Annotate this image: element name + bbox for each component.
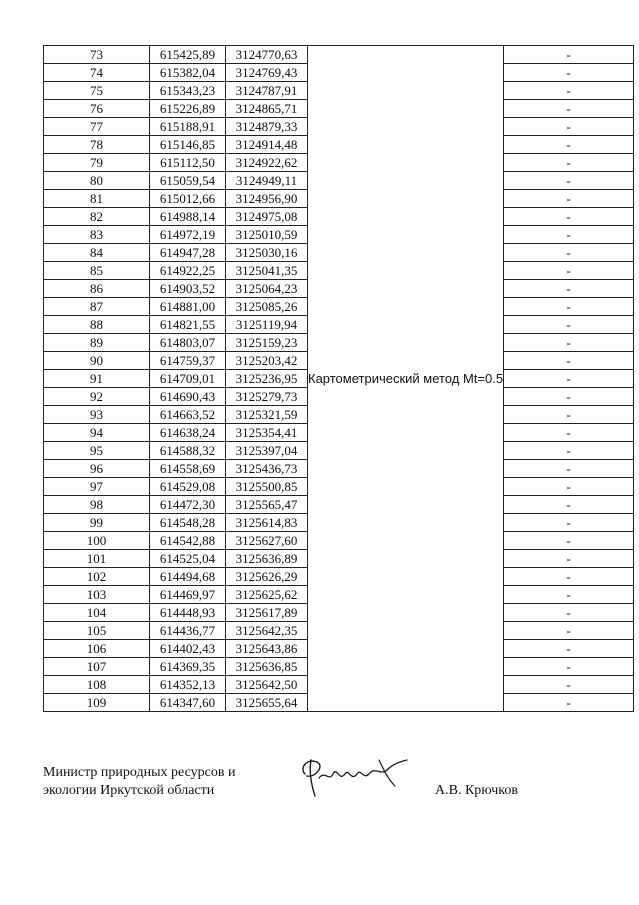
y-coordinate-cell: 3125500,85 [226,478,308,496]
y-coordinate-cell: 3124949,11 [226,172,308,190]
y-coordinate-cell: 3125010,59 [226,226,308,244]
y-coordinate-cell: 3125203,42 [226,352,308,370]
y-coordinate-cell: 3125625,62 [226,586,308,604]
accuracy-cell: - [504,244,634,262]
y-coordinate-cell: 3125236,95 [226,370,308,388]
point-number-cell: 82 [44,208,150,226]
y-coordinate-cell: 3125636,89 [226,550,308,568]
accuracy-cell: - [504,550,634,568]
accuracy-cell: - [504,370,634,388]
point-number-cell: 94 [44,424,150,442]
accuracy-cell: - [504,46,634,64]
point-number-cell: 95 [44,442,150,460]
accuracy-cell: - [504,172,634,190]
x-coordinate-cell: 614922,25 [150,262,226,280]
point-number-cell: 93 [44,406,150,424]
x-coordinate-cell: 614402,43 [150,640,226,658]
accuracy-cell: - [504,136,634,154]
y-coordinate-cell: 3125159,23 [226,334,308,352]
handwritten-signature [295,752,415,804]
y-coordinate-cell: 3125614,83 [226,514,308,532]
x-coordinate-cell: 614352,13 [150,676,226,694]
point-number-cell: 89 [44,334,150,352]
accuracy-cell: - [504,280,634,298]
accuracy-cell: - [504,118,634,136]
x-coordinate-cell: 614542,88 [150,532,226,550]
accuracy-cell: - [504,532,634,550]
point-number-cell: 73 [44,46,150,64]
signatory-name: А.В. Крючков [435,783,518,798]
x-coordinate-cell: 614448,93 [150,604,226,622]
point-number-cell: 108 [44,676,150,694]
point-number-cell: 92 [44,388,150,406]
point-number-cell: 99 [44,514,150,532]
x-coordinate-cell: 614759,37 [150,352,226,370]
point-number-cell: 106 [44,640,150,658]
signatory-position-line1: Министр природных ресурсов и [43,765,236,780]
x-coordinate-cell: 615343,23 [150,82,226,100]
y-coordinate-cell: 3125617,89 [226,604,308,622]
y-coordinate-cell: 3125085,26 [226,298,308,316]
point-number-cell: 85 [44,262,150,280]
accuracy-cell: - [504,226,634,244]
x-coordinate-cell: 614369,35 [150,658,226,676]
point-number-cell: 77 [44,118,150,136]
accuracy-cell: - [504,154,634,172]
y-coordinate-cell: 3124769,43 [226,64,308,82]
y-coordinate-cell: 3124914,48 [226,136,308,154]
x-coordinate-cell: 614548,28 [150,514,226,532]
y-coordinate-cell: 3125642,35 [226,622,308,640]
y-coordinate-cell: 3125030,16 [226,244,308,262]
y-coordinate-cell: 3124865,71 [226,100,308,118]
x-coordinate-cell: 614588,32 [150,442,226,460]
x-coordinate-cell: 615012,66 [150,190,226,208]
x-coordinate-cell: 614469,97 [150,586,226,604]
x-coordinate-cell: 615112,50 [150,154,226,172]
x-coordinate-cell: 615226,89 [150,100,226,118]
x-coordinate-cell: 615188,91 [150,118,226,136]
accuracy-cell: - [504,298,634,316]
x-coordinate-cell: 614988,14 [150,208,226,226]
accuracy-cell: - [504,82,634,100]
point-number-cell: 87 [44,298,150,316]
y-coordinate-cell: 3125627,60 [226,532,308,550]
accuracy-cell: - [504,514,634,532]
point-number-cell: 101 [44,550,150,568]
point-number-cell: 76 [44,100,150,118]
y-coordinate-cell: 3124770,63 [226,46,308,64]
point-number-cell: 84 [44,244,150,262]
point-number-cell: 78 [44,136,150,154]
method-cell: Картометрический метод Mt=0.5 [308,46,504,712]
y-coordinate-cell: 3125397,04 [226,442,308,460]
y-coordinate-cell: 3125354,41 [226,424,308,442]
x-coordinate-cell: 614663,52 [150,406,226,424]
signature-block [43,760,563,840]
accuracy-cell: - [504,622,634,640]
x-coordinate-cell: 614803,07 [150,334,226,352]
coordinates-table [43,45,634,712]
point-number-cell: 79 [44,154,150,172]
point-number-cell: 80 [44,172,150,190]
accuracy-cell: - [504,694,634,712]
accuracy-cell: - [504,460,634,478]
accuracy-cell: - [504,442,634,460]
y-coordinate-cell: 3125279,73 [226,388,308,406]
x-coordinate-cell: 614709,01 [150,370,226,388]
accuracy-cell: - [504,676,634,694]
x-coordinate-cell: 614638,24 [150,424,226,442]
point-number-cell: 88 [44,316,150,334]
accuracy-cell: - [504,478,634,496]
x-coordinate-cell: 614472,30 [150,496,226,514]
point-number-cell: 90 [44,352,150,370]
point-number-cell: 86 [44,280,150,298]
accuracy-cell: - [504,658,634,676]
y-coordinate-cell: 3125642,50 [226,676,308,694]
point-number-cell: 91 [44,370,150,388]
y-coordinate-cell: 3125119,94 [226,316,308,334]
point-number-cell: 97 [44,478,150,496]
accuracy-cell: - [504,406,634,424]
y-coordinate-cell: 3125626,29 [226,568,308,586]
point-number-cell: 103 [44,586,150,604]
point-number-cell: 105 [44,622,150,640]
x-coordinate-cell: 615382,04 [150,64,226,82]
y-coordinate-cell: 3125064,23 [226,280,308,298]
x-coordinate-cell: 614972,19 [150,226,226,244]
x-coordinate-cell: 614558,69 [150,460,226,478]
point-number-cell: 100 [44,532,150,550]
accuracy-cell: - [504,262,634,280]
accuracy-cell: - [504,568,634,586]
point-number-cell: 104 [44,604,150,622]
accuracy-cell: - [504,640,634,658]
accuracy-cell: - [504,388,634,406]
accuracy-cell: - [504,496,634,514]
x-coordinate-cell: 614529,08 [150,478,226,496]
accuracy-cell: - [504,424,634,442]
x-coordinate-cell: 614436,77 [150,622,226,640]
x-coordinate-cell: 615146,85 [150,136,226,154]
x-coordinate-cell: 614690,43 [150,388,226,406]
y-coordinate-cell: 3125643,86 [226,640,308,658]
x-coordinate-cell: 614903,52 [150,280,226,298]
y-coordinate-cell: 3124922,62 [226,154,308,172]
accuracy-cell: - [504,334,634,352]
accuracy-cell: - [504,100,634,118]
accuracy-cell: - [504,316,634,334]
point-number-cell: 102 [44,568,150,586]
y-coordinate-cell: 3125041,35 [226,262,308,280]
y-coordinate-cell: 3124975,08 [226,208,308,226]
y-coordinate-cell: 3125655,64 [226,694,308,712]
accuracy-cell: - [504,64,634,82]
point-number-cell: 75 [44,82,150,100]
point-number-cell: 98 [44,496,150,514]
signatory-position [43,764,235,800]
x-coordinate-cell: 614947,28 [150,244,226,262]
accuracy-cell: - [504,604,634,622]
point-number-cell: 107 [44,658,150,676]
table-row [44,46,634,64]
y-coordinate-cell: 3125321,59 [226,406,308,424]
x-coordinate-cell: 614347,60 [150,694,226,712]
point-number-cell: 96 [44,460,150,478]
accuracy-cell: - [504,208,634,226]
x-coordinate-cell: 614494,68 [150,568,226,586]
y-coordinate-cell: 3125436,73 [226,460,308,478]
x-coordinate-cell: 615425,89 [150,46,226,64]
x-coordinate-cell: 614881,00 [150,298,226,316]
accuracy-cell: - [504,586,634,604]
point-number-cell: 83 [44,226,150,244]
signatory-position-line2: экологии Иркутской области [43,783,215,798]
y-coordinate-cell: 3124787,91 [226,82,308,100]
y-coordinate-cell: 3124879,33 [226,118,308,136]
accuracy-cell: - [504,190,634,208]
coordinates-table-body [44,46,634,712]
point-number-cell: 109 [44,694,150,712]
x-coordinate-cell: 615059,54 [150,172,226,190]
y-coordinate-cell: 3124956,90 [226,190,308,208]
x-coordinate-cell: 614821,55 [150,316,226,334]
y-coordinate-cell: 3125565,47 [226,496,308,514]
y-coordinate-cell: 3125636,85 [226,658,308,676]
x-coordinate-cell: 614525,04 [150,550,226,568]
accuracy-cell: - [504,352,634,370]
point-number-cell: 74 [44,64,150,82]
point-number-cell: 81 [44,190,150,208]
